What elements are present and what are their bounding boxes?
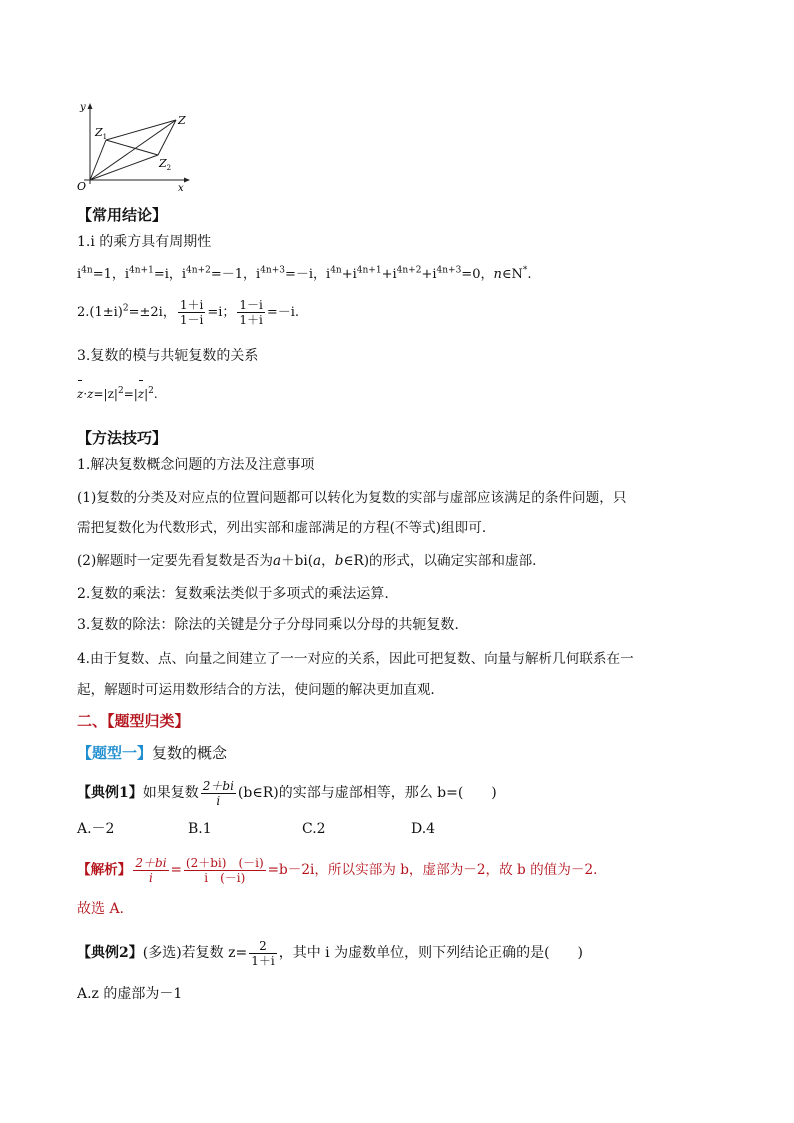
vector-oz2 [90,155,158,180]
conclusion-3-formula: $z\cdot z=|z|^2=|z|^2$. [77,384,158,404]
type-1-heading [77,743,227,763]
method-1-1-line1: (1)复数的分类及对应点的位置问题都可以转化为复数的实部与虚部应该满足的条件问题，只 [77,490,627,506]
parallelogram-figure [74,100,194,192]
method-1: 1.解决复数概念问题的方法及注意事项 [77,457,315,473]
x-axis-arrow [184,178,190,183]
conclusion-1-formula: $i^{4n}=1$，$i^{4n+1}=i$，$i^{4n+2}=-1$，$i^{4n+3}=-i$，$i^{4n}+i^{4n+1}+i^{4n+2}+i^{4n+3}=0$，n∈N*. [77,265,532,282]
diagonal-z1z2 [106,140,158,155]
y-label: y [80,102,86,113]
z1-label: $Z_1$ [95,126,108,141]
type-1-title: 复数的概念 [152,744,228,762]
type-1-tag: 【题型一】 [77,744,153,762]
y-axis-arrow [88,103,93,109]
method-1-1-line2: 需把复数化为代数形式，列出实部和虚部满足的方程(不等式)组即可. [77,520,487,536]
method-1-2: (2)解题时一定要先看复数是否为a＋bi(a，b∈R)的形式，以确定实部和虚部. [77,553,537,569]
conclusion-1: 1.i 的乘方具有周期性 [77,234,212,250]
vector-oz [90,120,176,180]
side-z2z [158,120,176,155]
example-1-option-c: C.2 [302,821,326,837]
section-title-methods: 【方法技巧】 [77,429,168,447]
example-1-solution: 【解析】 $\frac{2+bi}{i}$ = $\frac{(2+bi) (-i)}{i (-i)}$ =b－2i，所以实部为 b，虚部为－2，故 b 的值为－2. [77,856,598,885]
conclusion-3: 3.复数的模与共轭复数的关系 [77,348,259,364]
z2-label: $Z_2$ [159,157,172,172]
origin-label: O [77,180,87,192]
method-4-line2: 起，解题时可运用数形结合的方法，使问题的解决更加直观. [77,682,435,698]
conclusion-2-formula: $2.(1\pm i)^2=\pm 2i$， $\frac{1+i}{1-i}$ =i； $\frac{1-i}{1+i}$ =－i. [77,298,300,327]
x-label: x [178,183,184,192]
method-2: 2.复数的乘法：复数乘法类似于多项式的乘法运算. [77,586,389,602]
example-1-option-b: B.1 [188,821,212,837]
method-3: 3.复数的除法：除法的关键是分子分母同乘以分母的共轭复数. [77,617,459,633]
example-1-option-d: D.4 [411,821,436,837]
example-1-question: 【典例1】如果复数 $\frac{2+bi}{i}$ (b∈R)的实部与虚部相等，那么 b=( ) [77,778,497,808]
section-title-conclusions: 【常用结论】 [77,206,168,224]
example-1-answer: 故选 A. [77,901,125,917]
example-2-question: 【典例2】(多选)若复数 z= $\frac{2}{1+i}$ ，其中 i 为虚数单位，则下列结论正确的是( ) [77,938,584,968]
z-label: Z [178,114,186,127]
example-1-option-a: A.－2 [77,821,115,837]
example-2-option-a: A.z 的虚部为－1 [77,986,183,1002]
side-z1z [106,120,176,140]
method-4-line1: 4.由于复数、点、向量之间建立了一一对应的关系，因此可把复数、向量与解析几何联系在一 [77,651,634,667]
section-heading-types: 二、【题型归类】 [77,712,190,730]
